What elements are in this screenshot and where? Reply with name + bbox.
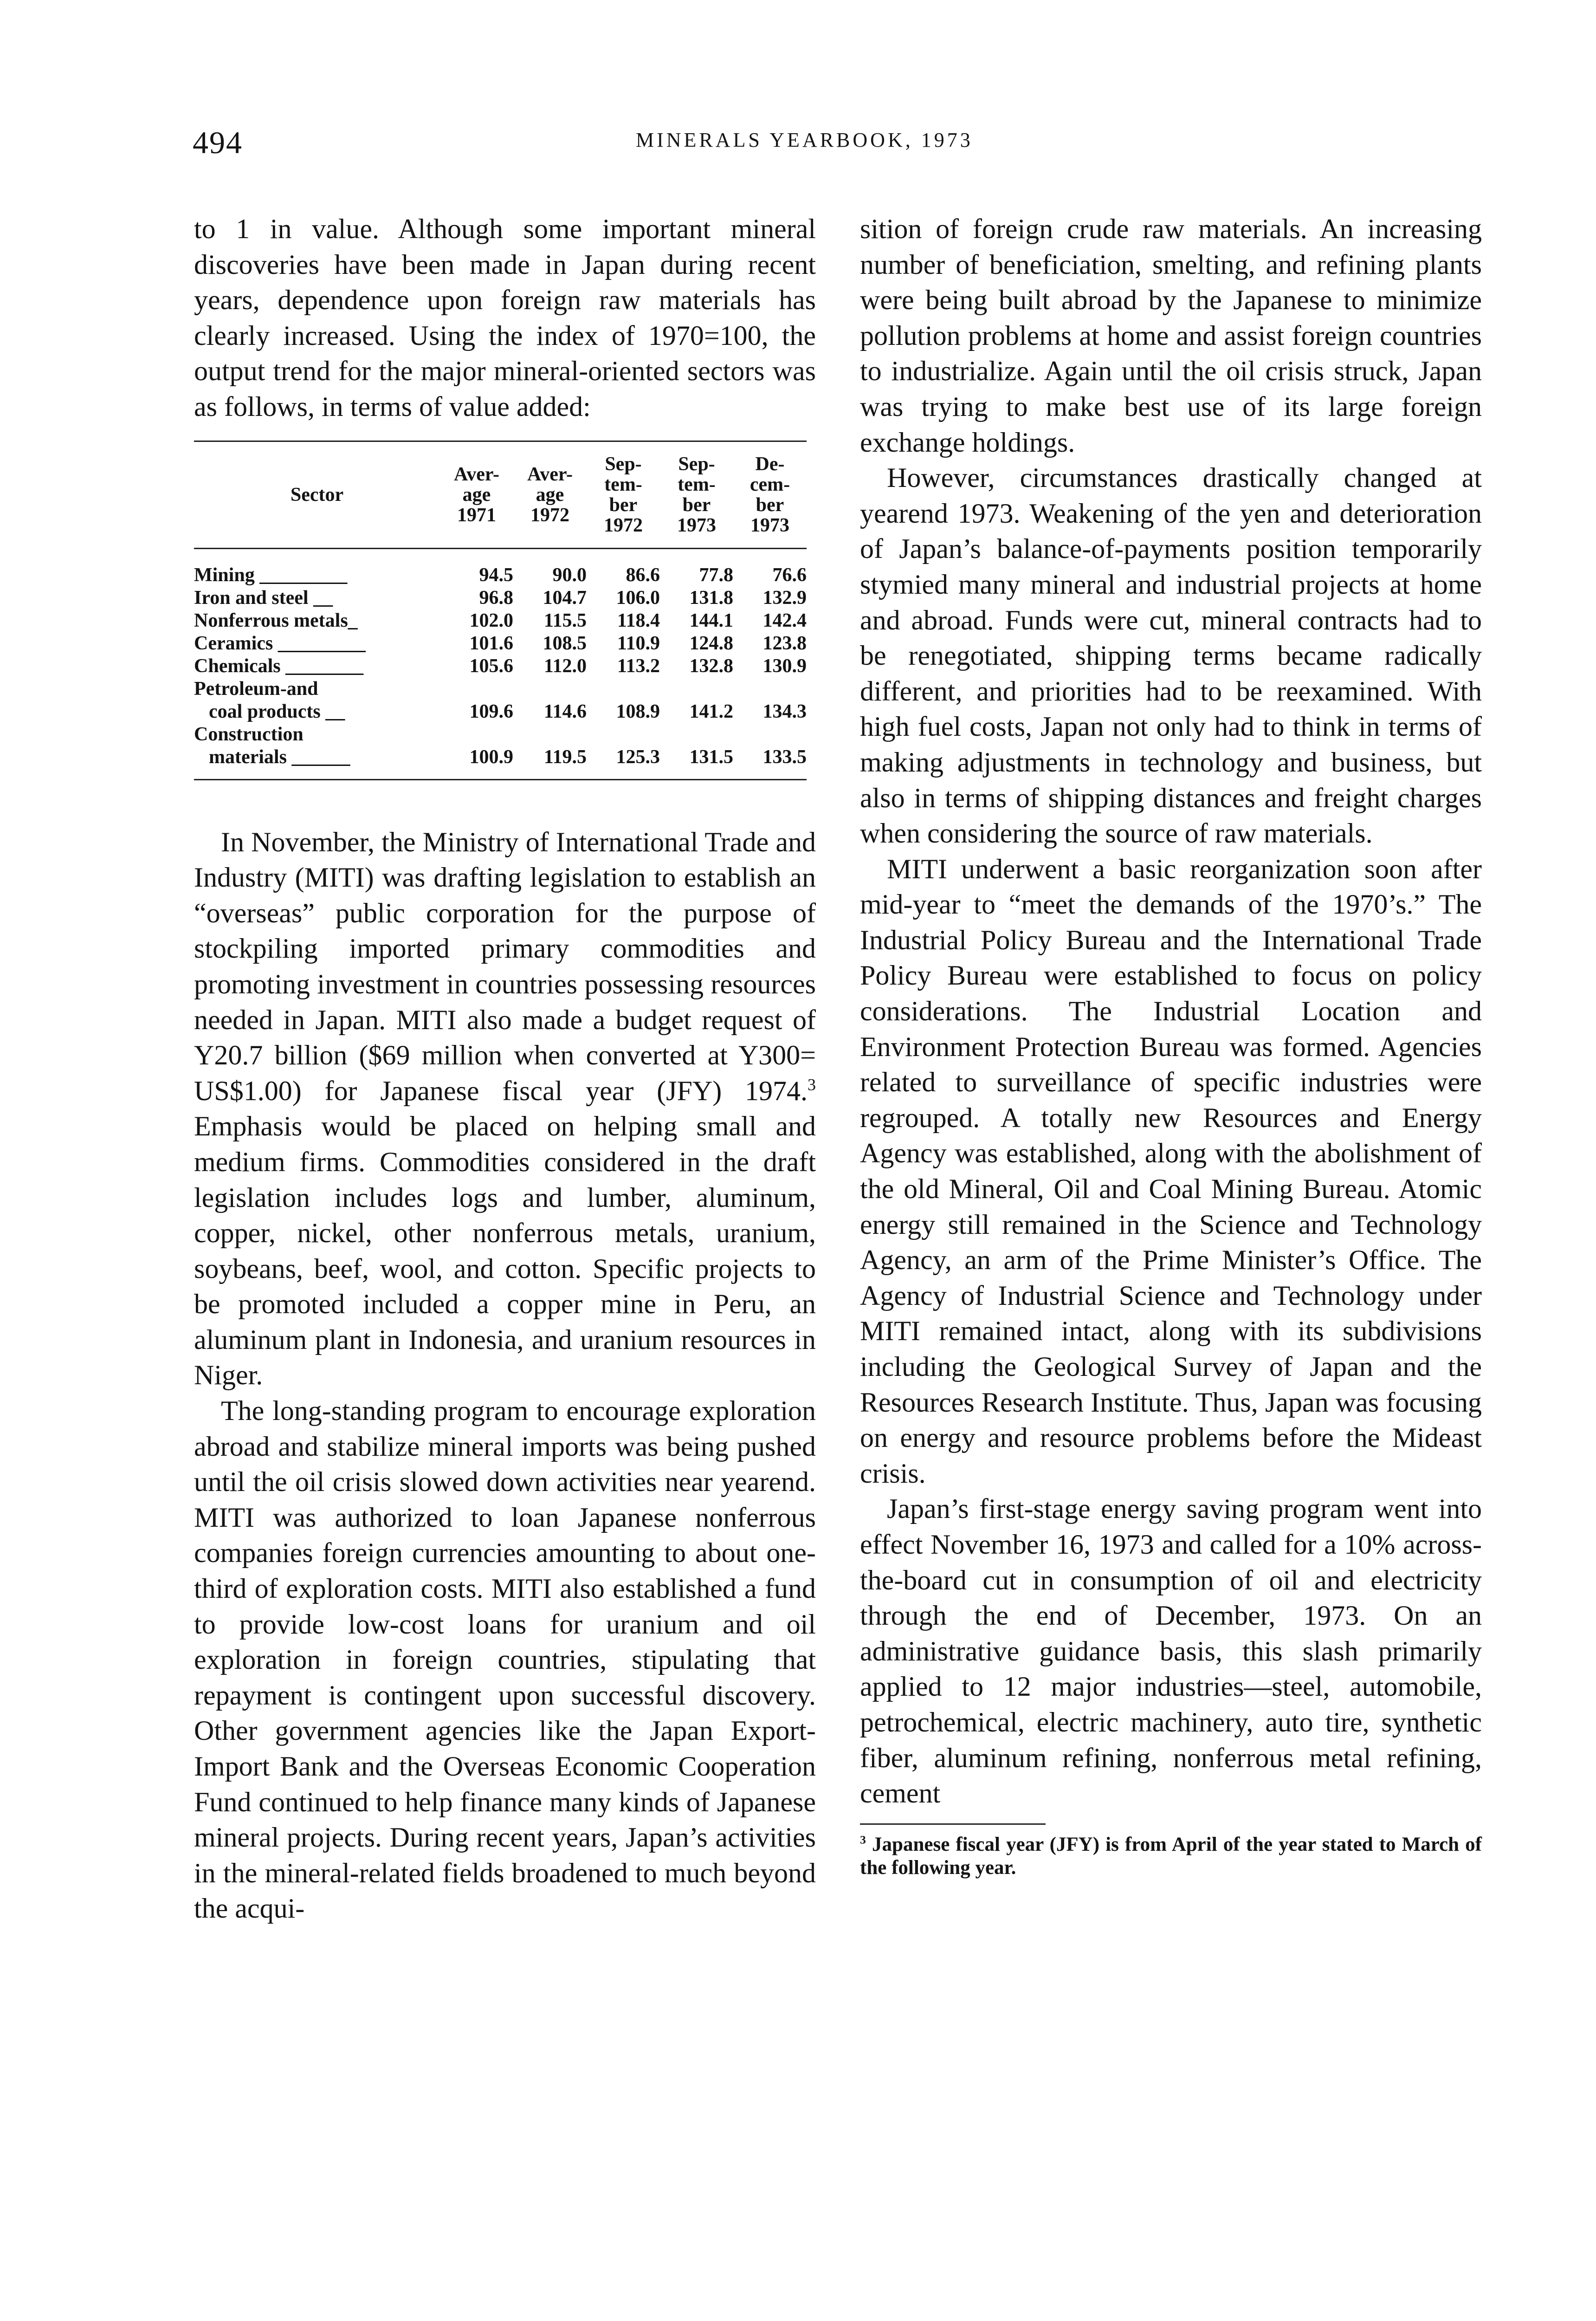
- cell-value: 100.9: [440, 746, 513, 780]
- cell-value: 110.9: [617, 632, 660, 654]
- cell-value: 142.4: [762, 609, 807, 631]
- paragraph-continuation: sition of foreign crude raw materials. An increasing number of beneficiation, smelting, and refining plants were being built abroad by the Japanese to minimize pollution problems at home and assist foreign countries to industrialize. Again until the oil crisis struck, Japan was trying to make best use of its large foreign exchange holdings.: [860, 214, 1482, 458]
- table-row-label-line: [194, 678, 807, 700]
- cell-value: 106.0: [616, 587, 660, 609]
- intro-paragraph: to 1 in value. Although some important mineral discoveries have been made in Japan during recent years, dependence upon foreign raw materials has clearly increased. Using the index of 1970=100, the output trend for the major mineral-oriented sectors was as follows, in terms of value added:: [194, 214, 816, 422]
- running-head: MINERALS YEARBOOK, 1973: [636, 129, 973, 151]
- table-row: [194, 746, 807, 780]
- cell-value: 94.5: [479, 564, 513, 586]
- cell-value: 102.0: [469, 609, 513, 631]
- cell-value: 112.0: [543, 655, 587, 677]
- footnote-divider: [860, 1823, 1046, 1825]
- row-sector: materials ______: [194, 746, 440, 780]
- header-dec-1973: De- cem- ber 1973: [733, 441, 807, 548]
- cell-value: 104.7: [543, 587, 587, 609]
- row-sector-line1: Construction: [194, 723, 304, 745]
- table-row-label-line: [194, 723, 807, 746]
- cell-value: 132.9: [762, 587, 807, 609]
- cell-value: 144.1: [689, 609, 733, 631]
- cell-value: 108.9: [616, 700, 660, 722]
- cell-value: 109.6: [469, 700, 513, 722]
- cell-value: 108.5: [543, 632, 587, 654]
- cell-value: 124.8: [689, 632, 733, 654]
- cell-value: 125.3: [587, 746, 660, 780]
- cell-value: 113.2: [617, 655, 660, 677]
- cell-value: 134.3: [762, 700, 807, 722]
- footnote-reference: 3: [808, 1075, 816, 1094]
- cell-value: 105.6: [469, 655, 513, 677]
- row-sector-line1: Petroleum-and: [194, 678, 318, 700]
- table-row: [194, 700, 807, 723]
- paragraph-miti-corporation: [194, 824, 816, 1394]
- table-row: [194, 548, 807, 587]
- table-row: [194, 609, 807, 632]
- row-sector: coal products __: [209, 700, 345, 722]
- paragraph-exploration-program: The long-standing program to encourage exploration abroad and stabilize mineral imports was being pushed until the oil crisis slowed down activities near yearend. MITI was authorized to loan Japanese nonferrous companies foreign currencies amounting to about one-third of exploration costs. MITI also established a fund to provide low-cost loans for uranium and oil exploration in foreign countries, stipulating that repayment is contingent upon successful discovery. Other government agencies like the Japan Export-Import Bank and the Overseas Economic Cooperation Fund continued to help finance many kinds of Japanese mineral projects. During recent years, Japan’s activities in the mineral-related fields broadened to much beyond the acqui-: [194, 1395, 816, 1924]
- footnote-mark: 3: [860, 1833, 866, 1847]
- right-column: [860, 211, 1482, 1880]
- header-avg-1971: Aver- age 1971: [440, 441, 513, 548]
- cell-value: 90.0: [552, 564, 587, 586]
- paragraph-reorganization: MITI underwent a basic reorganization soon after mid-year to “meet the demands of the 1970’s.” The Industrial Policy Bureau and the International Trade Policy Bureau were established to focus on policy considerations. The Industrial Location and Environment Protection Bureau was formed. Agencies related to surveillance of specific industries were regrouped. A totally new Resources and Energy Agency was established, along with the abolishment of the old Mineral, Oil and Coal Mining Bureau. Atomic energy still remained in the Science and Technology Agency, an arm of the Prime Minister’s Office. The Agency of Industrial Science and Technology under MITI remained intact, along with its subdivisions including the Geological Survey of Japan and the Resources Research Institute. Thus, Japan was focusing on energy and resource problems before the Mideast crisis.: [860, 853, 1482, 1489]
- cell-value: 115.5: [543, 609, 587, 631]
- header-sep-1972: Sep- tem- ber 1972: [587, 441, 660, 548]
- value-added-table: [194, 441, 807, 780]
- header-sep-1973: Sep- tem- ber 1973: [660, 441, 733, 548]
- table-row: [194, 655, 807, 678]
- footnote-text: Japanese fiscal year (JFY) is from April of the year stated to March of the following year.: [860, 1833, 1482, 1879]
- cell-value: 76.6: [772, 564, 807, 586]
- paragraph-text: In November, the Ministry of International Trade and Industry (MITI) was drafting legislation to establish an “overseas” public corporation for the purpose of stockpiling imported primary commodities and promoting investment in countries possessing resources needed in Japan. MITI also made a budget request of Y20.7 billion ($69 million when converted at Y300= US$1.00) for Japanese fiscal year (JFY) 1974.: [194, 826, 816, 1106]
- row-sector: Chemicals ________: [194, 655, 364, 677]
- cell-value: 119.5: [513, 746, 587, 780]
- paragraph-text: Emphasis would be placed on helping small and medium firms. Commodities considered in the draft legislation includes logs and lumber, aluminum, copper, nickel, other nonferrous metals, uranium, soybeans, beef, wool, and cotton. Specific projects to be promoted included a copper mine in Peru, an aluminum plant in Indonesia, and uranium resources in Niger.: [194, 1111, 816, 1391]
- cell-value: 96.8: [479, 587, 513, 609]
- cell-value: 77.8: [699, 564, 733, 586]
- cell-value: 114.6: [543, 700, 587, 722]
- cell-value: 123.8: [762, 632, 807, 654]
- left-column: [194, 211, 816, 1926]
- cell-value: 101.6: [469, 632, 513, 654]
- header-avg-1972: Aver- age 1972: [513, 441, 587, 548]
- cell-value: 131.8: [689, 587, 733, 609]
- table-header-row: [194, 441, 807, 548]
- cell-value: 132.8: [689, 655, 733, 677]
- footnote: [860, 1833, 1482, 1880]
- page-number: 494: [193, 125, 243, 160]
- row-sector: Iron and steel __: [194, 587, 333, 609]
- row-sector: Nonferrous metals_: [194, 609, 358, 631]
- cell-value: 118.4: [617, 609, 660, 631]
- cell-value: 130.9: [762, 655, 807, 677]
- row-sector: Mining _________: [194, 564, 348, 586]
- cell-value: 86.6: [626, 564, 660, 586]
- header-sector: Sector: [194, 441, 440, 548]
- row-sector: Ceramics _________: [194, 632, 366, 654]
- paragraph-energy-saving: Japan’s first-stage energy saving program went into effect November 16, 1973 and called for a 10% across-the-board cut in consumption of oil and electricity through the end of December, 1973. On an administrative guidance basis, this slash primarily applied to 12 major industries—steel, automobile, petrochemical, electric machinery, auto tire, synthetic fiber, aluminum refining, nonferrous metal refining, cement: [860, 1493, 1482, 1809]
- table-row: [194, 587, 807, 609]
- table-row: [194, 632, 807, 655]
- cell-value: 131.5: [660, 746, 733, 780]
- cell-value: 141.2: [689, 700, 733, 722]
- cell-value: 133.5: [733, 746, 807, 780]
- paragraph-circumstances: However, circumstances drastically changed at yearend 1973. Weakening of the yen and deterioration of Japan’s balance-of-payments position temporarily stymied many mineral and industrial projects at home and abroad. Funds were cut, mineral contracts had to be renegotiated, shipping terms became radically different, and priorities had to be reexamined. With high fuel costs, Japan not only had to think in terms of making adjustments in technology and business, but also in terms of shipping distances and freight charges when considering the source of raw materials.: [860, 462, 1482, 849]
